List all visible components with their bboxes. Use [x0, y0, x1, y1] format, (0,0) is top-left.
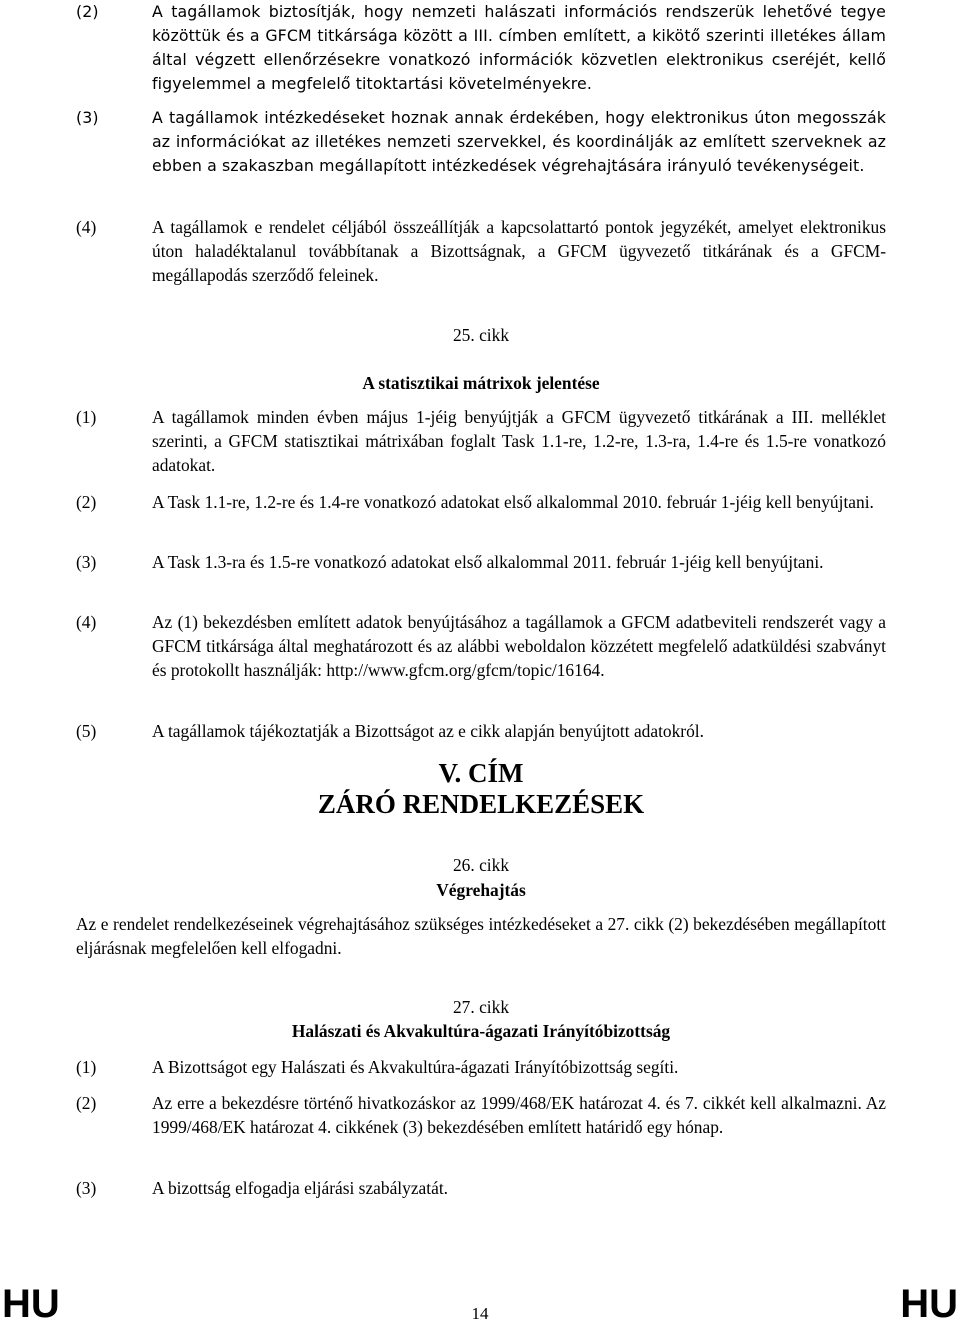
paragraph-4: [76, 215, 886, 287]
article-26-title: Végrehajtás: [436, 880, 526, 900]
article-26-heading: 26. cikk: [452, 855, 510, 875]
footer-language-left: HU: [2, 1282, 60, 1326]
item-text: A bizottság elfogadja eljárási szabályzatát.: [152, 1178, 448, 1198]
article-27-title: Halászati és Akvakultúra-ágazati Irányítóbizottság: [291, 1021, 671, 1041]
article-25-item-4: [76, 610, 886, 682]
item-text: Az erre a bekezdésre történő hivatkozáskor az 1999/468/EK határozat 4. és 7. cikkét kell alkalmazni. Az 1999/468/EK határozat 4. cikkének (3) bekezdésében említett határidő egy hónap.: [152, 1093, 886, 1137]
page-number: 14: [471, 1304, 489, 1323]
paragraph-3: [76, 106, 886, 178]
article-27-heading: 27. cikk: [452, 997, 510, 1017]
article-25-item-5: [76, 719, 886, 743]
item-number: (1): [76, 1057, 97, 1077]
item-number: (4): [76, 612, 97, 632]
item-number: (5): [76, 721, 97, 741]
paragraph-number: (4): [76, 217, 97, 237]
item-text: A tagállamok tájékoztatják a Bizottságot az e cikk alapján benyújtott adatokról.: [152, 721, 704, 741]
item-text: Az (1) bekezdésben említett adatok benyújtásához a tagállamok a GFCM adatbeviteli rendszerét vagy a GFCM titkársága által meghatározott és az alábbi weboldalon közzétett megfelelő adatküldési szabványt és protokollt használják: http://www.gfcm.org/gfcm/topic/16164.: [152, 612, 886, 680]
item-number: (3): [76, 1178, 97, 1198]
item-number: (3): [76, 552, 97, 572]
paragraph-number: (2): [76, 2, 99, 21]
item-number: (1): [76, 407, 97, 427]
footer-language-right: HU: [900, 1282, 958, 1326]
article-26-text: Az e rendelet rendelkezéseinek végrehajtásához szükséges intézkedéseket a 27. cikk (2) bekezdésében megállapított eljárásnak megfelelően kell elfogadni.: [76, 914, 886, 958]
article-25-title: A statisztikai mátrixok jelentése: [362, 373, 600, 393]
paragraph-number: (3): [76, 108, 99, 127]
item-text: A Bizottságot egy Halászati és Akvakultúra-ágazati Irányítóbizottság segíti.: [152, 1057, 679, 1077]
paragraph-text: A tagállamok e rendelet céljából összeállítják a kapcsolattartó pontok jegyzékét, amelyet elektronikus úton haladéktalanul továbbítanak a Bizottságnak, a GFCM ügyvezető titkárának és a GFCM-megállapodás szerződő feleinek.: [152, 217, 886, 285]
item-number: (2): [76, 492, 97, 512]
item-text: A Task 1.1-re, 1.2-re és 1.4-re vonatkozó adatokat első alkalommal 2010. február 1-jéig kell benyújtani.: [152, 492, 874, 512]
item-text: A Task 1.3-ra és 1.5-re vonatkozó adatokat első alkalommal 2011. február 1-jéig kell benyújtani.: [152, 552, 824, 572]
title-v-line1: V. CÍM: [438, 758, 524, 788]
paragraph-text: A tagállamok biztosítják, hogy nemzeti halászati információs rendszerük lehetővé tegye közöttük és a GFCM titkársága között a III. címben említett, a kikötő szerinti illetékes állam által végzett ellenőrzésekre vonatkozó információk közvetlen elektronikus cseréjét, kellő figyelemmel a megfelelő titoktartási követelményekre.: [152, 2, 886, 93]
title-v-line2: ZÁRÓ RENDELKEZÉSEK: [317, 789, 645, 819]
article-27-item-2: [76, 1091, 886, 1139]
article-25-item-3: [76, 550, 886, 574]
article-25-item-2: [76, 490, 886, 514]
paragraph-text: A tagállamok intézkedéseket hoznak annak érdekében, hogy elektronikus úton megosszák az információkat az illetékes nemzeti szervekkel, és koordinálják az említett szerveknek az ebben a szakaszban megállapított intézkedések végrehajtására irányuló tevékenységeit.: [152, 108, 886, 175]
item-text: A tagállamok minden évben május 1-jéig benyújtják a GFCM ügyvezető titkárának a III. melléklet szerinti, a GFCM statisztikai mátrixában foglalt Task 1.1-re, 1.2-re, 1.3-ra, 1.4-re és 1.5-re vonatkozó adatokat.: [152, 407, 886, 475]
paragraph-2: [76, 0, 886, 96]
article-25-heading: 25. cikk: [452, 325, 510, 345]
article-27-item-3: [76, 1176, 886, 1200]
article-25-item-1: [76, 405, 886, 477]
article-27-item-1: [76, 1055, 886, 1079]
item-number: (2): [76, 1093, 97, 1113]
